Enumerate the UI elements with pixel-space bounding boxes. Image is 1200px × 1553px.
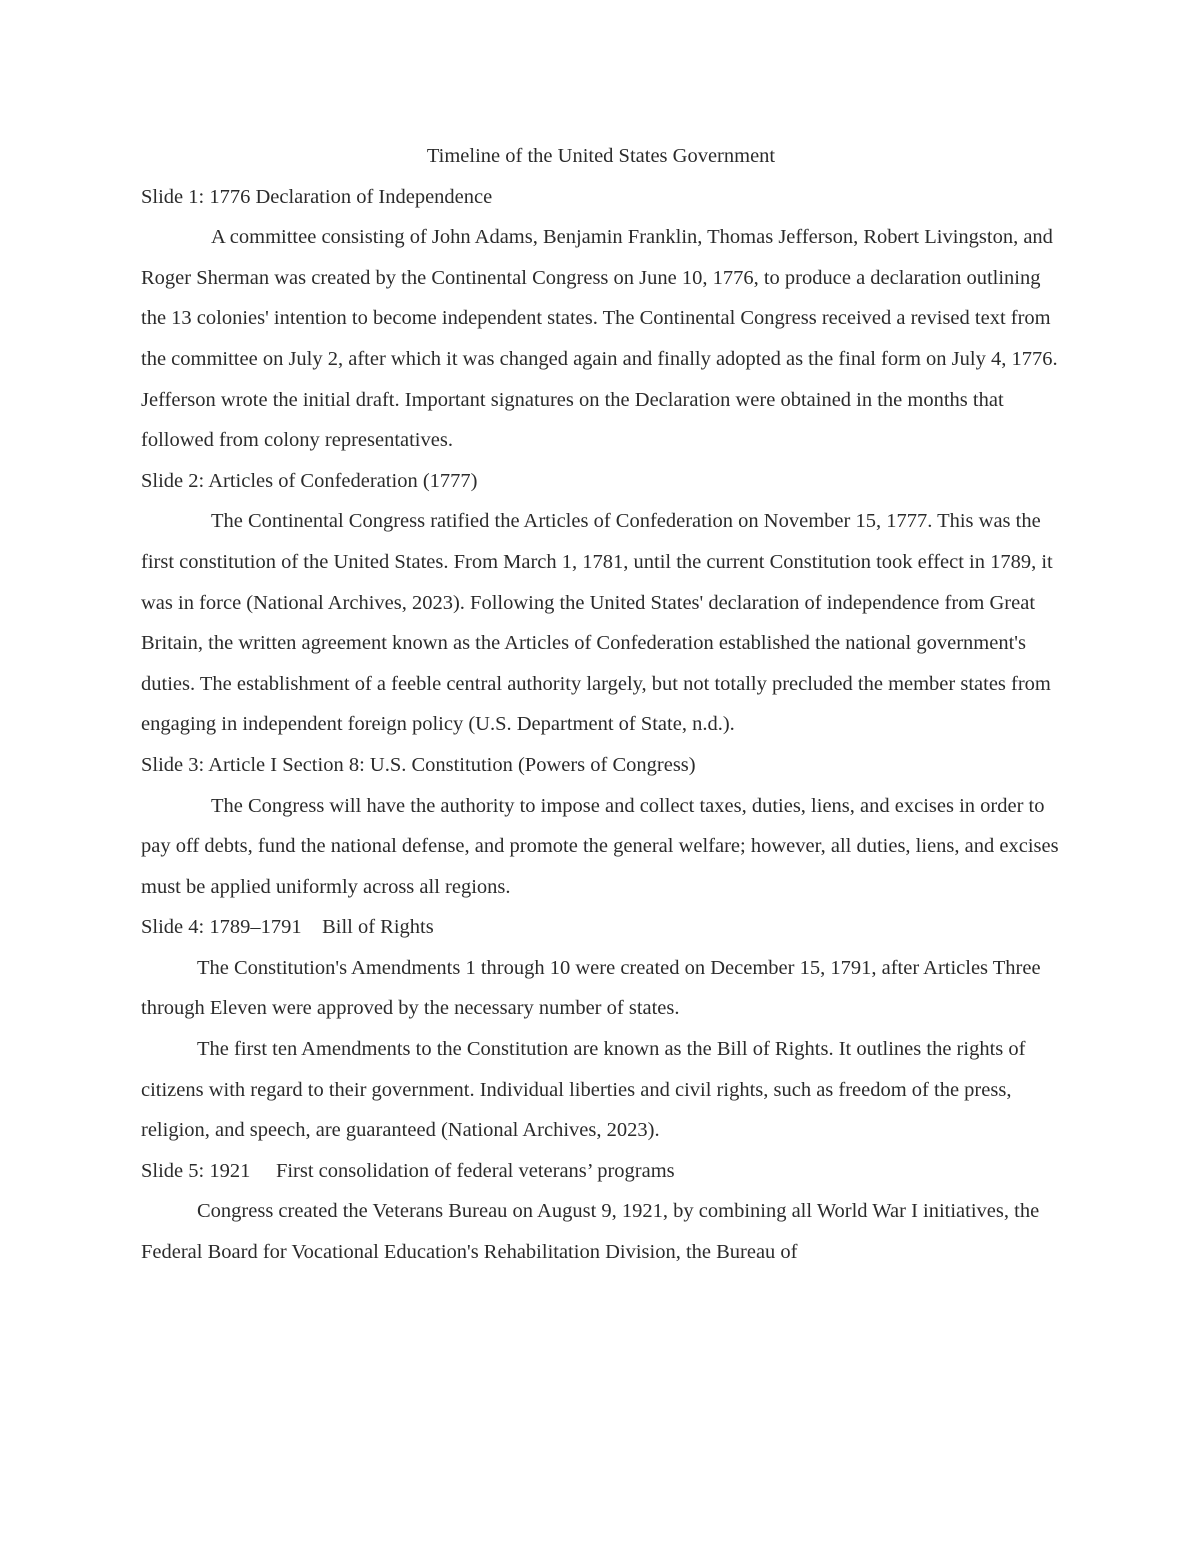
section-heading: Slide 1: 1776 Declaration of Independence (141, 185, 493, 208)
section-heading: Slide 3: Article I Section 8: U.S. Constitution (Powers of Congress) (141, 753, 696, 776)
section-slide-2 (141, 461, 1061, 745)
paragraph: The first ten Amendments to the Constitution are known as the Bill of Rights. It outlines the rights of citizens with regard to their government. Individual liberties and civil rights, such as freedom of the press, religion, and speech, are guaranteed (National Archives, 2023). (141, 1038, 1026, 1142)
paragraph: Congress created the Veterans Bureau on August 9, 1921, by combining all World War I initiatives, the Federal Board for Vocational Education's Rehabilitation Division, the Bureau of (141, 1200, 1040, 1264)
paragraph: The Constitution's Amendments 1 through 10 were created on December 15, 1791, after Articles Three through Eleven were approved by the necessary number of states. (141, 956, 1041, 1020)
section-slide-3 (141, 745, 1061, 907)
section-heading: Slide 4: 1789–1791 Bill of Rights (141, 916, 434, 939)
document-title: Timeline of the United States Government (426, 145, 776, 167)
document-body (141, 136, 1061, 1273)
section-heading: Slide 5: 1921 First consolidation of federal veterans’ programs (141, 1159, 675, 1182)
section-slide-5 (141, 1151, 1061, 1273)
paragraph: The Continental Congress ratified the Articles of Confederation on November 15, 1777. This was the first constitution of the United States. From March 1, 1781, until the current Constitution took effect in 1789, it was in force (National Archives, 2023). Following the United States' declaration of independence from Great Britain, the written agreement known as the Articles of Confederation established the national government's duties. The establishment of a feeble central authority largely, but not totally precluded the member states from engaging in independent foreign policy (U.S. Department of State, n.d.). (141, 510, 1053, 736)
section-slide-1 (141, 177, 1061, 461)
section-heading: Slide 2: Articles of Confederation (1777) (141, 469, 478, 492)
paragraph: A committee consisting of John Adams, Benjamin Franklin, Thomas Jefferson, Robert Livingston, and Roger Sherman was created by the Continental Congress on June 10, 1776, to produce a declaration outlining the 13 colonies' intention to become independent states. The Continental Congress received a revised text from the committee on July 2, after which it was changed again and finally adopted as the final form on July 4, 1776. Jefferson wrote the initial draft. Important signatures on the Declaration were obtained in the months that followed from colony representatives. (141, 226, 1058, 452)
paragraph: The Congress will have the authority to impose and collect taxes, duties, liens, and excises in order to pay off debts, fund the national defense, and promote the general welfare; however, all duties, liens, and excises must be applied uniformly across all regions. (141, 794, 1059, 898)
section-slide-4 (141, 907, 1061, 1151)
